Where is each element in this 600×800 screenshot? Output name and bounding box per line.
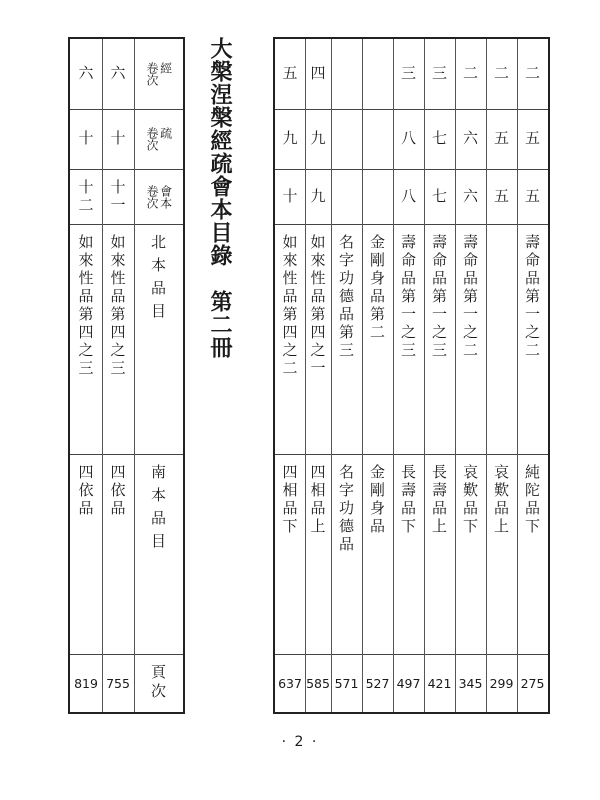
toc-north-text: 壽命品第一之三 xyxy=(399,234,417,360)
toc-column xyxy=(102,39,134,712)
toc-cell-south xyxy=(331,454,362,664)
toc-south-text: 金剛身品 xyxy=(368,464,386,536)
toc-shu-text: 九 xyxy=(280,130,299,148)
toc-cell-south xyxy=(424,454,455,664)
toc-cell-north xyxy=(70,224,102,464)
toc-cell-north xyxy=(455,224,486,464)
header-label-bottom: 卷次 xyxy=(145,62,159,86)
header-label-juan_huiben xyxy=(145,185,171,209)
toc-page-text: 819 xyxy=(74,675,98,691)
toc-north-text: 如來性品第四之二 xyxy=(280,234,299,378)
toc-cell-page xyxy=(517,654,548,712)
toc-jing-text: 二 xyxy=(492,65,510,83)
toc-shu-text: 六 xyxy=(461,130,479,148)
header-page_label: 頁次 xyxy=(149,664,167,702)
toc-cell-north xyxy=(486,224,517,464)
toc-shu-text: 七 xyxy=(430,130,448,148)
toc-cell-shu xyxy=(393,109,424,169)
toc-shu-text: 十 xyxy=(108,130,127,148)
toc-cell-huiben xyxy=(362,169,393,224)
toc-page-text: 421 xyxy=(427,675,452,691)
toc-cell-north xyxy=(517,224,548,464)
toc-column xyxy=(424,39,455,712)
toc-cell-page xyxy=(424,654,455,712)
toc-south-text: 哀歎品上 xyxy=(492,464,510,536)
toc-column xyxy=(517,39,548,712)
toc-south-text: 純陀品下 xyxy=(523,464,541,536)
toc-cell-huiben xyxy=(393,169,424,224)
toc-jing-text: 三 xyxy=(430,65,448,83)
toc-cell-north xyxy=(362,224,393,464)
toc-cell-shu xyxy=(70,109,102,169)
toc-page-text: 637 xyxy=(278,675,302,691)
toc-cell-jing xyxy=(275,39,305,109)
toc-south-text: 長壽品上 xyxy=(430,464,448,536)
toc-column xyxy=(486,39,517,712)
toc-cell-south xyxy=(517,454,548,664)
toc-cell-shu xyxy=(275,109,305,169)
toc-cell-huiben xyxy=(70,169,102,224)
toc-shu-text: 九 xyxy=(308,130,327,148)
toc-cell-jing xyxy=(331,39,362,109)
toc-cell-page xyxy=(102,654,134,712)
toc-cell-jing xyxy=(70,39,102,109)
header-cell-page_label xyxy=(134,654,183,712)
toc-cell-jing xyxy=(455,39,486,109)
toc-cell-page xyxy=(393,654,424,712)
toc-cell-shu xyxy=(486,109,517,169)
toc-shu-text: 十 xyxy=(76,130,95,148)
toc-north-text: 如來性品第四之一 xyxy=(308,234,327,378)
toc-huiben-text: 八 xyxy=(399,187,417,206)
toc-cell-jing xyxy=(517,39,548,109)
toc-cell-south xyxy=(486,454,517,664)
toc-huiben-text: 十二 xyxy=(76,178,95,215)
toc-cell-page xyxy=(70,654,102,712)
toc-jing-text: 五 xyxy=(280,65,299,83)
toc-cell-jing xyxy=(424,39,455,109)
header-south_title: 南本品目 xyxy=(149,464,167,556)
toc-cell-huiben xyxy=(331,169,362,224)
toc-cell-jing xyxy=(393,39,424,109)
toc-column xyxy=(331,39,362,712)
header-cell-juan_jing xyxy=(134,39,183,109)
toc-shu-text: 八 xyxy=(399,130,417,148)
toc-huiben-text: 九 xyxy=(308,187,327,206)
toc-cell-jing xyxy=(362,39,393,109)
toc-cell-page xyxy=(455,654,486,712)
toc-cell-south xyxy=(305,454,331,664)
toc-column xyxy=(305,39,331,712)
toc-cell-south xyxy=(393,454,424,664)
toc-huiben-text: 十 xyxy=(280,187,299,206)
toc-north-text: 名字功德品第三 xyxy=(337,234,355,360)
toc-table-left xyxy=(68,37,185,714)
header-label-juan_jing xyxy=(145,62,171,86)
toc-huiben-text: 五 xyxy=(523,187,541,206)
toc-cell-shu xyxy=(331,109,362,169)
toc-jing-text: 二 xyxy=(461,65,479,83)
toc-cell-south xyxy=(70,454,102,664)
toc-cell-page xyxy=(486,654,517,712)
page-title: 大槃涅槃經疏會本目錄 第二冊 xyxy=(207,37,232,359)
toc-north-text: 如來性品第四之三 xyxy=(76,234,95,378)
header-label-bottom: 卷次 xyxy=(145,184,159,209)
toc-cell-huiben xyxy=(305,169,331,224)
toc-column xyxy=(455,39,486,712)
toc-north-text: 壽命品第一之二 xyxy=(461,234,479,360)
toc-jing-text: 四 xyxy=(308,65,327,83)
toc-column xyxy=(393,39,424,712)
toc-huiben-text: 五 xyxy=(492,187,510,206)
toc-cell-south xyxy=(275,454,305,664)
toc-cell-huiben xyxy=(102,169,134,224)
header-label-top: 會本 xyxy=(158,184,173,209)
toc-cell-huiben xyxy=(424,169,455,224)
toc-huiben-text: 十一 xyxy=(108,178,127,215)
header-label-bottom: 卷次 xyxy=(145,127,159,151)
toc-column xyxy=(362,39,393,712)
page-number: · 2 · xyxy=(281,734,319,750)
toc-cell-shu xyxy=(362,109,393,169)
toc-cell-south xyxy=(102,454,134,664)
toc-cell-page xyxy=(331,654,362,712)
toc-cell-north xyxy=(393,224,424,464)
toc-page-text: 571 xyxy=(334,675,359,691)
toc-cell-jing xyxy=(486,39,517,109)
toc-column xyxy=(70,39,102,712)
toc-south-text: 名字功德品 xyxy=(337,464,355,554)
header-cell-north_title xyxy=(134,224,183,464)
toc-cell-north xyxy=(305,224,331,464)
toc-cell-huiben xyxy=(455,169,486,224)
toc-cell-north xyxy=(275,224,305,464)
header-cell-south_title xyxy=(134,454,183,664)
header-column xyxy=(134,39,183,712)
toc-south-text: 四依品 xyxy=(76,464,95,518)
toc-south-text: 四依品 xyxy=(108,464,127,518)
toc-cell-shu xyxy=(455,109,486,169)
toc-huiben-text: 七 xyxy=(430,187,448,206)
toc-table-right xyxy=(273,37,550,714)
toc-page-text: 275 xyxy=(520,675,545,691)
toc-page-text: 497 xyxy=(396,675,421,691)
header-cell-juan_shu xyxy=(134,109,183,169)
toc-shu-text: 五 xyxy=(492,130,510,148)
toc-column xyxy=(275,39,305,712)
toc-shu-text: 五 xyxy=(523,130,541,148)
toc-jing-text: 六 xyxy=(76,65,95,83)
toc-cell-page xyxy=(305,654,331,712)
toc-cell-shu xyxy=(517,109,548,169)
toc-north-text: 壽命品第一之二 xyxy=(523,234,541,360)
toc-north-text: 金剛身品第二 xyxy=(368,234,386,342)
toc-jing-text: 二 xyxy=(523,65,541,83)
toc-south-text: 四相品下 xyxy=(280,464,299,536)
toc-north-text: 壽命品第一之三 xyxy=(430,234,448,360)
toc-cell-page xyxy=(275,654,305,712)
toc-cell-shu xyxy=(102,109,134,169)
toc-south-text: 四相品上 xyxy=(308,464,327,536)
header-label-top: 疏 xyxy=(158,127,173,139)
toc-cell-huiben xyxy=(275,169,305,224)
header-label-top: 經 xyxy=(158,62,173,74)
header-north_title: 北本品目 xyxy=(149,234,167,326)
toc-page-text: 299 xyxy=(489,675,514,691)
toc-page-text: 585 xyxy=(306,675,330,691)
toc-cell-huiben xyxy=(517,169,548,224)
toc-huiben-text: 六 xyxy=(461,187,479,206)
toc-cell-page xyxy=(362,654,393,712)
toc-cell-jing xyxy=(305,39,331,109)
header-cell-juan_huiben xyxy=(134,169,183,224)
toc-page-text: 755 xyxy=(106,675,130,691)
toc-cell-north xyxy=(102,224,134,464)
toc-page-text: 527 xyxy=(365,675,390,691)
toc-page-text: 345 xyxy=(458,675,483,691)
toc-cell-huiben xyxy=(486,169,517,224)
toc-cell-shu xyxy=(424,109,455,169)
toc-north-text: 如來性品第四之三 xyxy=(108,234,127,378)
toc-south-text: 長壽品下 xyxy=(399,464,417,536)
toc-jing-text: 六 xyxy=(108,65,127,83)
toc-cell-north xyxy=(424,224,455,464)
toc-jing-text: 三 xyxy=(399,65,417,83)
toc-cell-shu xyxy=(305,109,331,169)
toc-cell-south xyxy=(455,454,486,664)
toc-cell-north xyxy=(331,224,362,464)
header-label-juan_shu xyxy=(145,127,171,151)
toc-cell-jing xyxy=(102,39,134,109)
toc-south-text: 哀歎品下 xyxy=(461,464,479,536)
toc-cell-south xyxy=(362,454,393,664)
